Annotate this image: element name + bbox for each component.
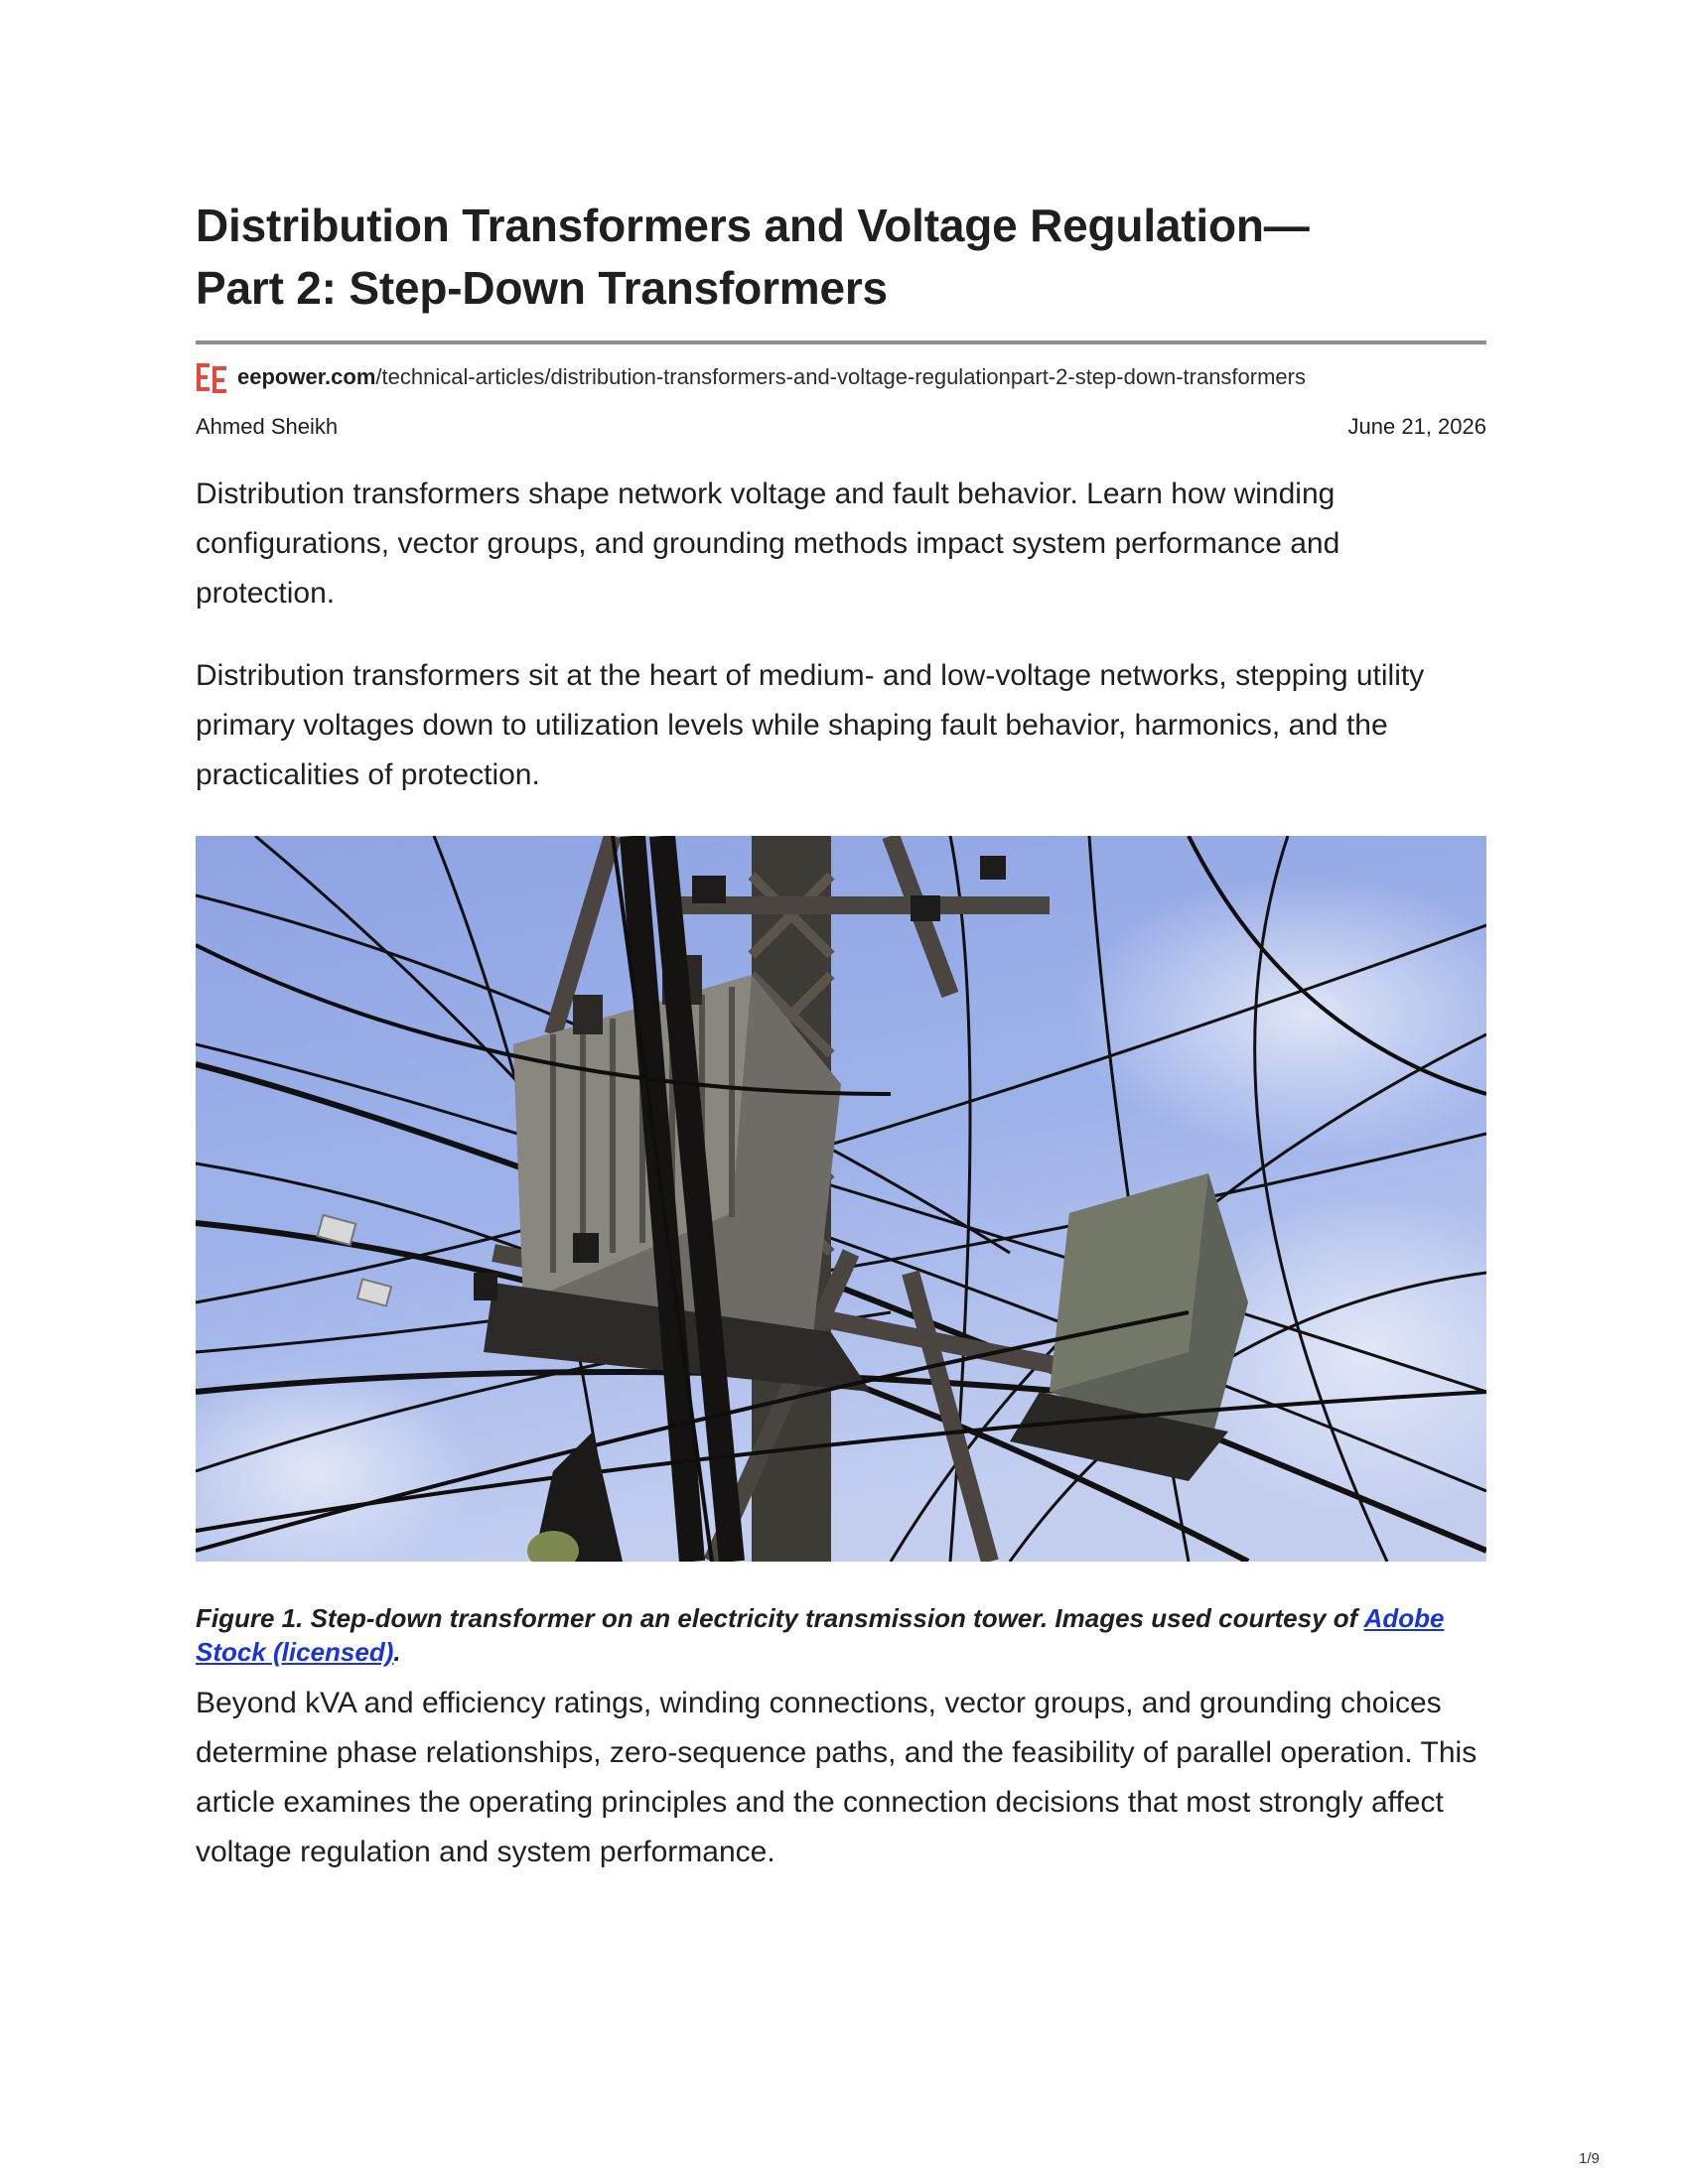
transformer-tower-photo (196, 836, 1486, 1562)
document-page (196, 195, 1486, 1877)
source-url[interactable] (196, 360, 1486, 394)
article-title-line-1: Distribution Transformers and Voltage Regulation— (196, 200, 1310, 251)
figure-caption-text: Figure 1. Step-down transformer on an electricity transmission tower. Images used courtesy of (196, 1603, 1364, 1633)
source-path[interactable]: /technical-articles/distribution-transformers-and-voltage-regulationpart-2-step-down-transformers (375, 364, 1306, 389)
article-summary: Distribution transformers shape network voltage and fault behavior. Learn how winding configurations, vector groups, and grounding methods impact system performance and protection. (196, 478, 1340, 610)
ee-logo-icon (196, 360, 229, 394)
source-domain[interactable]: eepower.com (237, 364, 376, 389)
article-meta (196, 412, 1486, 442)
article-body: Beyond kVA and efficiency ratings, winding connections, vector groups, and grounding choices determine phase relationships, zero-sequence paths, and the feasibility of parallel operation. This article examines the operating principles and the connection decisions that most strongly affect voltage regulation and system performance. (196, 1687, 1477, 1868)
article-intro: Distribution transformers sit at the heart of medium- and low-voltage networks, stepping utility primary voltages down to utilization levels while shaping fault behavior, harmonics, and the practicalities of protection. (196, 659, 1425, 791)
author-name: Ahmed Sheikh (196, 414, 339, 439)
figure-caption-end: . (393, 1637, 401, 1667)
article-title (196, 195, 1486, 320)
adobe-stock-link[interactable]: Adobe Stock (licensed) (196, 1603, 1445, 1667)
page-number: 1/9 (1579, 2150, 1600, 2167)
publish-date: June 21, 2026 (1347, 414, 1486, 439)
title-divider (196, 341, 1486, 344)
figure-caption (196, 1601, 1486, 1669)
article-title-line-2: Part 2: Step-Down Transformers (196, 262, 888, 314)
